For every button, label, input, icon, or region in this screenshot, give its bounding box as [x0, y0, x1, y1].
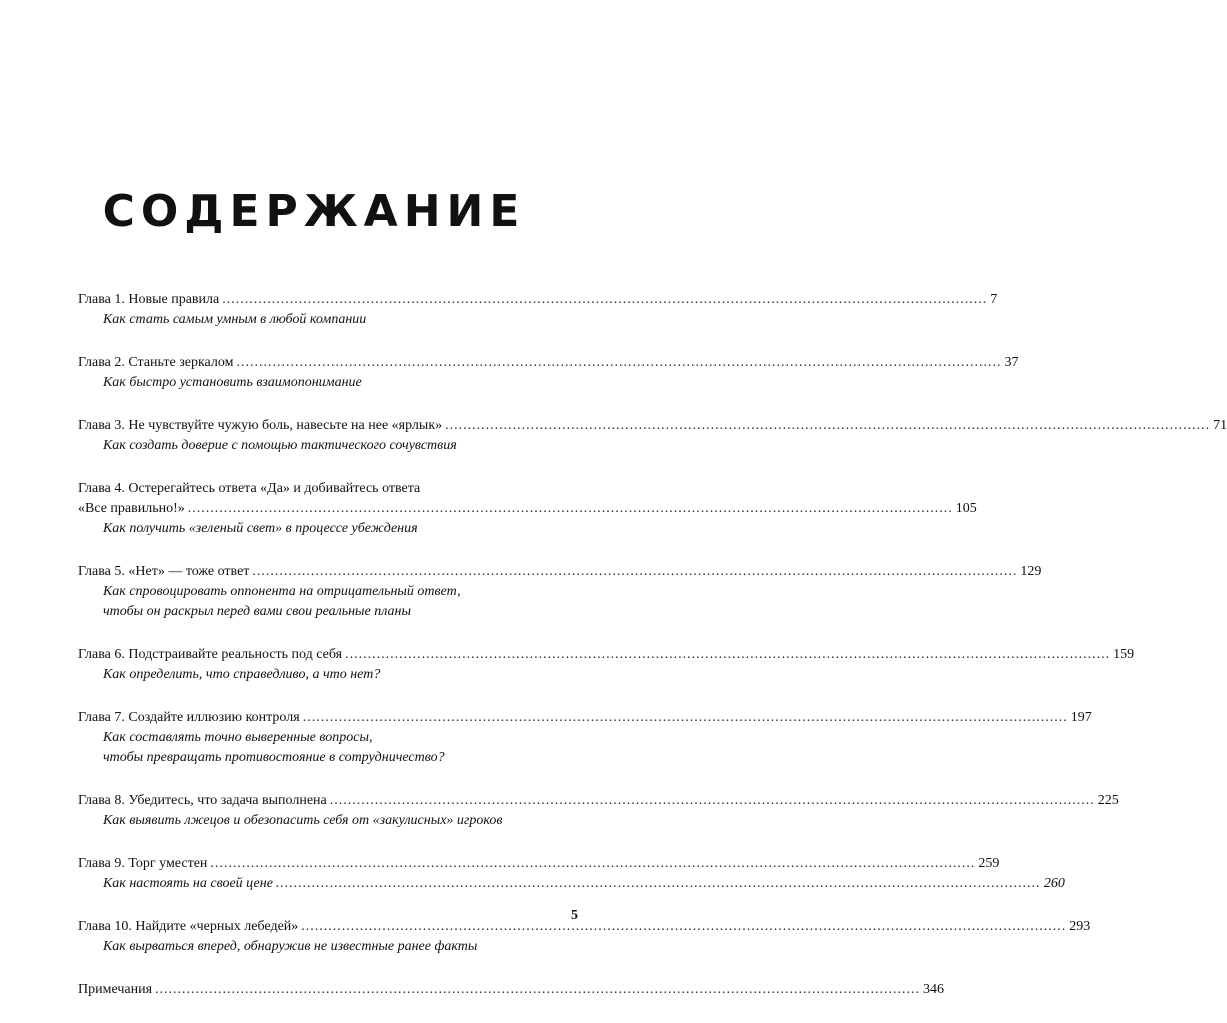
dot-leader: .......................................................................................................................................................................... [445, 418, 1211, 433]
page-number: 197 [1070, 710, 1092, 725]
dot-leader: .......................................................................................................................................................................... [275, 876, 1041, 891]
toc-entry-chapter-8[interactable] [78, 791, 1119, 831]
chapter-subtitle-line-2: чтобы он раскрыл перед вами свои реальные планы [103, 604, 411, 619]
chapter-title-line-2: «Все правильно!» [78, 501, 185, 516]
toc-entry-chapter-1[interactable] [78, 290, 998, 330]
toc-entry-chapter-2[interactable] [78, 353, 1019, 393]
chapter-title-line-1: Глава 4. Остерегайтесь ответа «Да» и добивайтесь ответа [78, 481, 421, 496]
chapter-title: Глава 10. Найдите «черных лебедей» [78, 919, 299, 934]
dot-leader: .......................................................................................................................................................................... [301, 919, 1067, 934]
toc-line [78, 353, 1019, 373]
dot-leader: .......................................................................................................................................................................... [302, 710, 1068, 725]
chapter-subtitle-line-1: Как составлять точно выверенные вопросы, [103, 730, 373, 745]
chapter-title: Глава 5. «Нет» — тоже ответ [78, 564, 250, 579]
subtitle-line [78, 874, 1065, 894]
toc-entry-chapter-10[interactable] [78, 917, 1091, 957]
folio-page-number: 5 [571, 908, 578, 923]
page-number: 159 [1113, 647, 1135, 662]
page-number: 105 [955, 501, 977, 516]
toc-entry-chapter-6[interactable] [78, 645, 1135, 685]
page-number: 71 [1213, 418, 1227, 433]
toc-line [78, 791, 1119, 811]
dot-leader: .......................................................................................................................................................................... [155, 982, 921, 997]
page-number: 225 [1097, 793, 1119, 808]
toc-entry-chapter-4[interactable] [78, 479, 977, 539]
chapter-subtitle: Как быстро установить взаимопонимание [103, 375, 362, 390]
chapter-subtitle: Как выявить лжецов и обезопасить себя от «закулисных» игроков [103, 813, 503, 828]
chapter-title: Глава 2. Станьте зеркалом [78, 355, 234, 370]
dot-leader: .......................................................................................................................................................................... [236, 355, 1002, 370]
dot-leader: .......................................................................................................................................................................... [252, 564, 1018, 579]
chapter-subtitle: Как создать доверие с помощью тактического сочувствия [103, 438, 457, 453]
toc-line [78, 645, 1135, 665]
page-number: 259 [978, 856, 1000, 871]
toc-line [78, 416, 1227, 436]
chapter-title: Глава 1. Новые правила [78, 292, 220, 307]
table-of-contents [78, 290, 1227, 1023]
chapter-title: Глава 3. Не чувствуйте чужую боль, навесьте на нее «ярлык» [78, 418, 443, 433]
chapter-subtitle: Как определить, что справедливо, а что нет? [103, 667, 381, 682]
chapter-subtitle: Как стать самым умным в любой компании [103, 312, 367, 327]
toc-line [78, 562, 1042, 582]
toc-line [78, 980, 945, 1000]
page-number: 7 [990, 292, 998, 307]
chapter-subtitle: Как настоять на своей цене [103, 876, 273, 891]
chapter-title: Глава 7. Создайте иллюзию контроля [78, 710, 300, 725]
toc-line [78, 499, 977, 519]
page-number: 37 [1004, 355, 1019, 370]
toc-line [78, 917, 1091, 937]
toc-line [78, 290, 998, 310]
notes-title: Примечания [78, 982, 153, 997]
chapter-title: Глава 9. Торг уместен [78, 856, 208, 871]
toc-entry-chapter-7[interactable] [78, 708, 1092, 768]
dot-leader: .......................................................................................................................................................................... [329, 793, 1095, 808]
chapter-title: Глава 8. Убедитесь, что задача выполнена [78, 793, 327, 808]
page-title: СОДЕРЖАНИЕ [102, 186, 526, 237]
toc-line [78, 708, 1092, 728]
toc-entry-chapter-3[interactable] [78, 416, 1227, 456]
toc-line [78, 854, 1000, 874]
chapter-subtitle: Как вырваться вперед, обнаружив не известные ранее факты [103, 939, 478, 954]
chapter-subtitle-line-1: Как спровоцировать оппонента на отрицательный ответ, [103, 584, 461, 599]
dot-leader: .......................................................................................................................................................................... [345, 647, 1111, 662]
chapter-title: Глава 6. Подстраивайте реальность под себя [78, 647, 343, 662]
toc-entry-notes[interactable] [78, 980, 945, 1000]
dot-leader: .......................................................................................................................................................................... [187, 501, 953, 516]
toc-entry-chapter-5[interactable] [78, 562, 1042, 622]
dot-leader: .......................................................................................................................................................................... [210, 856, 976, 871]
chapter-subtitle: Как получить «зеленый свет» в процессе убеждения [103, 521, 418, 536]
chapter-subtitle-line-2: чтобы превращать противостояние в сотрудничество? [103, 750, 445, 765]
dot-leader: .......................................................................................................................................................................... [222, 292, 988, 307]
toc-entry-chapter-9[interactable] [78, 854, 1065, 894]
page-number: 346 [923, 982, 945, 997]
page-number: 129 [1020, 564, 1042, 579]
subtitle-page-number: 260 [1043, 876, 1065, 891]
page-number: 293 [1069, 919, 1091, 934]
